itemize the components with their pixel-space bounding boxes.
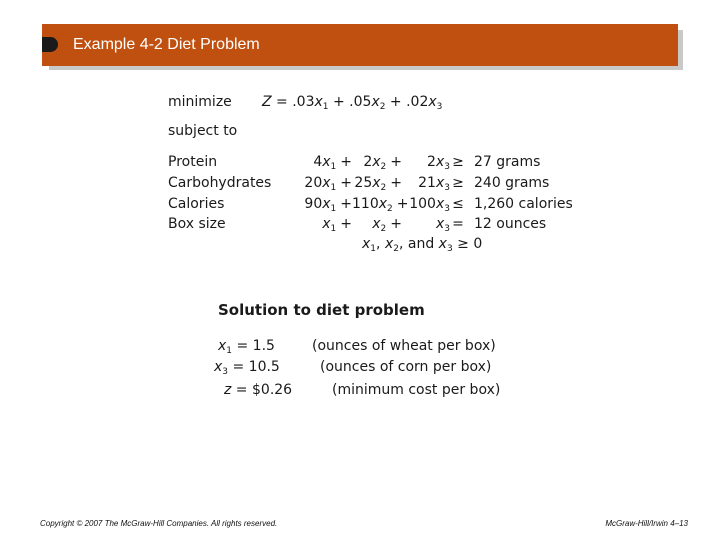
solution-value: z = $0.26 bbox=[224, 382, 293, 398]
solution-value: $x_3 = 10.5$ bbox=[214, 359, 280, 377]
solution-note: (minimum cost per box) bbox=[332, 382, 501, 398]
constraint-operator: ≥ bbox=[452, 175, 464, 191]
constraint-term-c2: $2x_2$ + bbox=[363, 154, 402, 172]
constraint-term-c1: $4x_1$ + bbox=[313, 154, 352, 172]
constraint-term-c3: $x_3$ bbox=[435, 216, 450, 234]
constraint-rhs: 12 ounces bbox=[474, 216, 547, 232]
constraint-operator: ≥ bbox=[452, 154, 464, 170]
constraint-term-c2: $25x_2$ + bbox=[354, 175, 402, 193]
minimize-label: minimize bbox=[168, 94, 232, 110]
constraint-term-c1: $20x_1$ + bbox=[304, 175, 352, 193]
constraint-label: Protein bbox=[168, 154, 218, 170]
constraint-rhs: 1,260 calories bbox=[474, 196, 573, 212]
solution-value: $x_1 = 1.5$ bbox=[218, 338, 275, 356]
constraint-term-c2: $110x_2$ + bbox=[352, 196, 409, 214]
constraint-term-c1: $90x_1$ + bbox=[304, 196, 352, 214]
slide-title: Example 4-2 Diet Problem bbox=[73, 36, 260, 53]
constraint-operator: ≤ bbox=[452, 196, 464, 212]
solution-note: (ounces of corn per box) bbox=[320, 359, 492, 375]
constraint-term-c3: $2x_3$ bbox=[427, 154, 450, 172]
constraint-label: Carbohydrates bbox=[168, 175, 272, 191]
constraint-label: Box size bbox=[168, 216, 226, 232]
solution-title: Solution to diet problem bbox=[218, 301, 425, 319]
constraint-label: Calories bbox=[168, 196, 225, 212]
constraint-term-c1: $x_1$ + bbox=[322, 216, 352, 234]
copyright-footer: Copyright © 2007 The McGraw-Hill Companies. All rights reserved. bbox=[40, 519, 278, 528]
constraint-term-c3: $21x_3$ bbox=[418, 175, 450, 193]
subject-to-label: subject to bbox=[168, 123, 238, 139]
objective-function: $Z = .03x_1 + .05x_2 + .02x_3$ bbox=[262, 94, 443, 112]
constraint-term-c2: $x_2$ + bbox=[372, 216, 402, 234]
constraint-term-c3: $100x_3$ bbox=[409, 196, 450, 214]
title-bullet-tab bbox=[42, 37, 58, 52]
constraint-rhs: 27 grams bbox=[474, 154, 541, 170]
nonnegativity-constraint: $x_1$, $x_2$, and $x_3 \ge 0$ bbox=[362, 236, 483, 254]
constraint-operator: = bbox=[452, 216, 464, 232]
constraint-rhs: 240 grams bbox=[474, 175, 550, 191]
page-footer: McGraw-Hill/Irwin 4–13 bbox=[605, 519, 688, 528]
solution-note: (ounces of wheat per box) bbox=[312, 338, 496, 354]
